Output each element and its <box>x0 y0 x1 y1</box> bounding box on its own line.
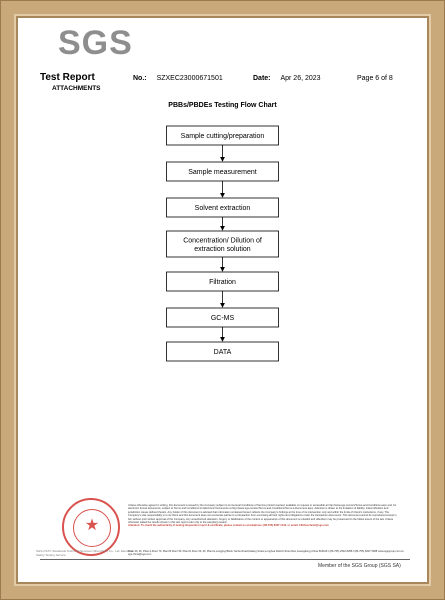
page-number: Page 6 of 8 <box>357 75 393 82</box>
report-title: Test Report <box>40 72 95 83</box>
flow-step-label-7: DATA <box>213 349 232 356</box>
report-number-value: SZXEC23000671501 <box>156 75 223 82</box>
flow-step-label-1: Sample cutting/preparation <box>180 133 265 140</box>
company-address: Floor 2F, 4F, Plant A,Floor 7F, Plant B,Floor 5F, Plant D,Floor 2F, 4F, Plant E,Langjing Block,Yanbu Road,Dalang Street,Longhua District,Shenzhen,Guangdong,China 518109 t (86-755) 2532 8288 f (86-755) 8307 5388 www.sgsgroup.com.cn sgs.china@sgs.com <box>128 550 404 557</box>
report-date-label: Date: <box>253 75 271 82</box>
disclaimer-text: Unless otherwise agreed in writing, this document is issued by the Company subject to its General Conditions of Service printed overleaf, available on request or accessible at http://www.sgs.com/en/Terms-and-Conditions.aspx and, for electronic format documents, subject to Terms and Conditions for Electronic Documents at http://www.sgs.com/en/Terms-and-Conditions/Terms-e-Document.aspx. Attention is drawn to the limitation of liability, indemnification and jurisdiction issues defined therein. Any holder of this document is advised that information contained hereon reflects the Company's findings at the time of its intervention only and within the limits of Client's instructions, if any. The Company's sole responsibility is to its Client and this document does not exonerate parties to a transaction from exercising all their rights and obligations under the transaction documents. This document cannot be reproduced except in full, without prior written approval of the Company. Any unauthorized alteration, forgery or falsification of the content or appearance of this document is unlawful and offenders may be prosecuted to the fullest extent of the law. Unless otherwise stated the results shown in this test report refer only to the sample(s) tested. <box>128 504 397 525</box>
flow-step-label-2: Sample measurement <box>188 169 257 176</box>
document-page <box>18 18 427 582</box>
report-date-value: Apr 26, 2023 <box>280 75 321 82</box>
flow-chart-title: PBBs/PBDEs Testing Flow Chart <box>168 102 277 109</box>
footer-divider <box>40 559 410 560</box>
report-subtitle: ATTACHMENTS <box>52 85 101 92</box>
authenticity-notice: Attention: To check the authenticity of testing /inspection report & certificate, please contact us at telephone: (86-755) 8307 1443, or email: CN.Doccheck@sgs.com <box>128 524 329 528</box>
flow-chart <box>18 18 427 498</box>
flow-step-label-3: Solvent extraction <box>194 205 251 212</box>
flow-step-label-4: extraction solution <box>194 245 251 253</box>
report-number-label: No.: <box>133 75 147 82</box>
stamp-caption: SGS-CSTC Standards Technical Services (Shenzhen) Co., Ltd. Electrical Safety Testing Service <box>36 549 134 557</box>
company-seal <box>62 498 120 556</box>
flow-step-label-6: GC-MS <box>210 315 235 322</box>
footer-disclaimer <box>128 504 398 528</box>
star-icon: ★ <box>84 517 100 534</box>
sgs-logo: SGS <box>58 24 133 62</box>
flow-step-label-4: Concentration/ Dilution of <box>183 237 262 245</box>
flow-step-label-5: Filtration <box>209 279 236 286</box>
member-statement: Member of the SGS Group (SGS SA) <box>318 563 401 569</box>
